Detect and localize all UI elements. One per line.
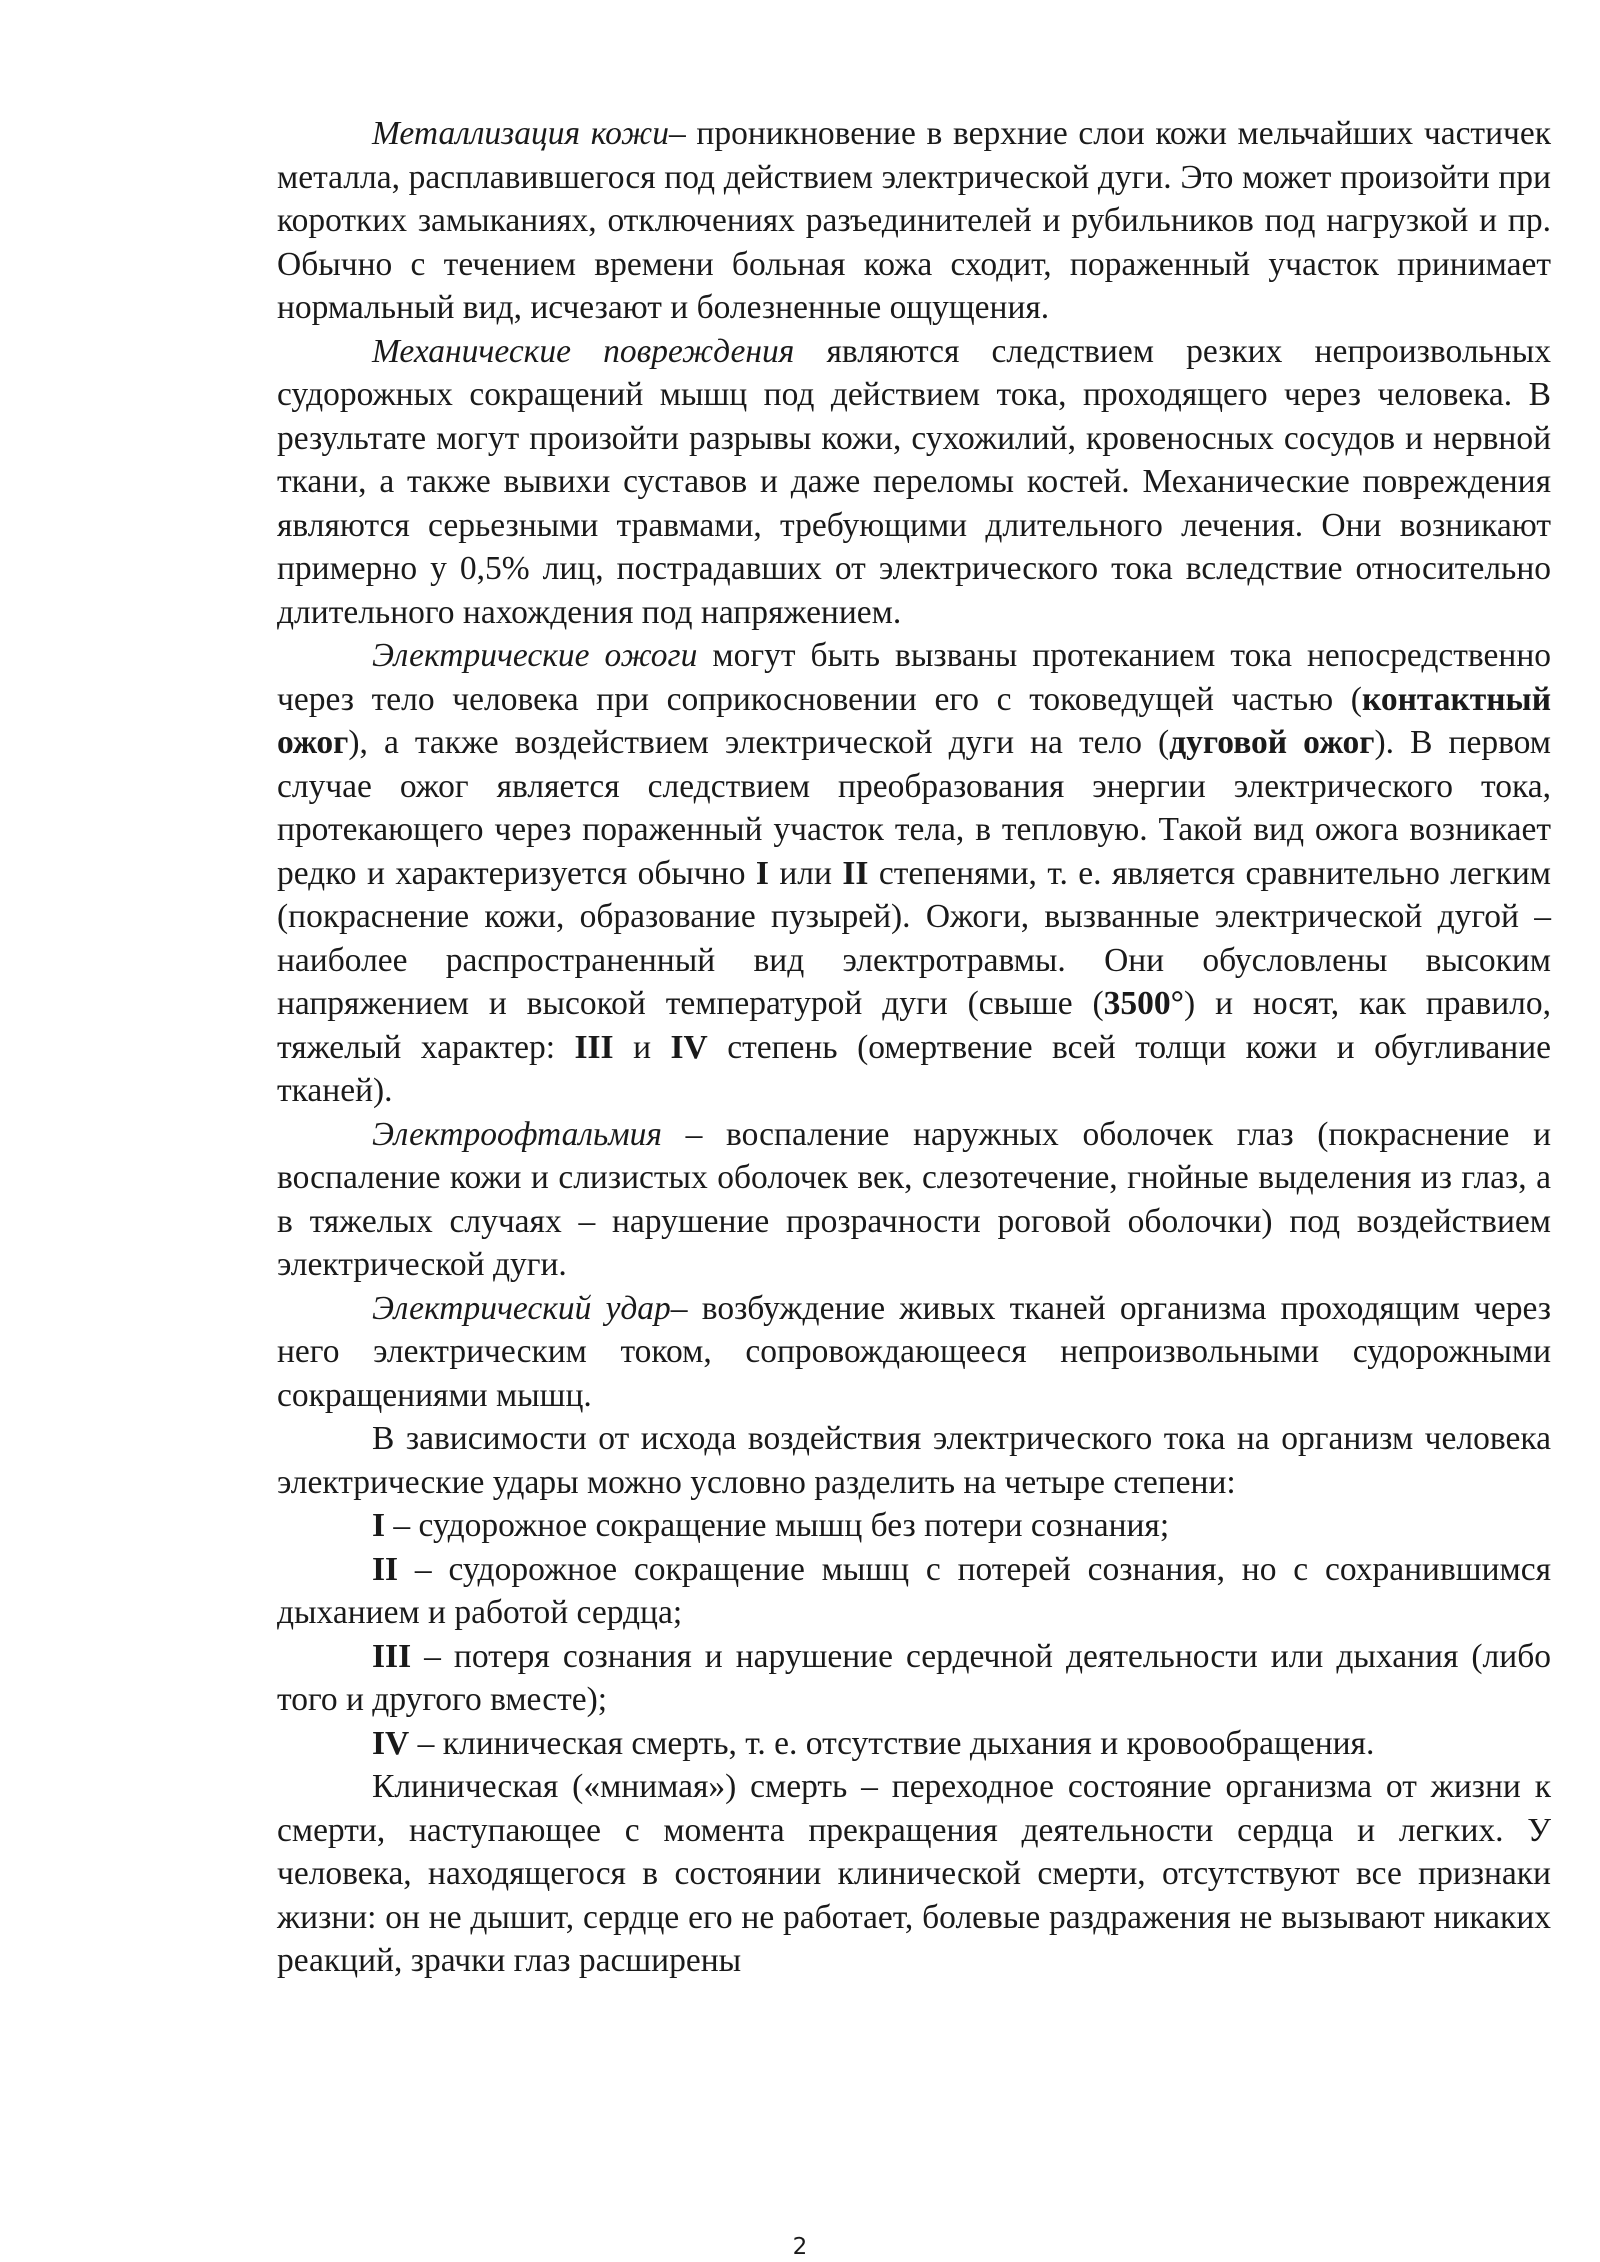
italic-term: Механические повреждения <box>372 332 795 370</box>
bold-term: I <box>372 1507 386 1544</box>
paragraph-electric-burns <box>277 634 1551 1113</box>
italic-term: Электрические ожоги <box>372 637 698 674</box>
document-body <box>277 112 1551 1983</box>
text-run: степенями, т. е. является сравнительно легким (покраснение кожи, образование пузырей). Ожоги, вызванные электрической дугой – наиболее распространенный вид электротравмы. Они обусловлены высоким напряжением и высокой температурой дуги (свыше ( <box>277 854 1552 1022</box>
text-run: – воспаление наружных оболочек глаз (покраснение и воспаление кожи и слизистых оболочек век, слезотечение, гнойные выделения из глаз, а в тяжелых случаях – нарушение прозрачности роговой оболочки) под воздействием электрической дуги. <box>277 1115 1551 1283</box>
paragraph-electroophthalmia <box>277 1113 1551 1287</box>
text-run: ), а также воздействием электрической дуги на тело ( <box>348 724 1170 761</box>
paragraph-degree-1 <box>277 1504 1551 1548</box>
text-run: – судорожное сокращение мышц с потерей сознания, но с сохранившимся дыханием и работой сердца; <box>277 1550 1551 1631</box>
italic-term: Металлизация кожи <box>372 115 669 152</box>
bold-term: I <box>755 854 769 892</box>
paragraph-mechanical-damage <box>277 330 1551 635</box>
text-run: – проникновение в верхние слои кожи мельчайших частичек металла, расплавившегося под действием электрической дуги. Это может произойти при коротких замыканиях, отключениях разъединителей и рубильников под нагрузкой и пр. Обычно с течением времени больная кожа сходит, пораженный участок принимает нормальный вид, исчезают и болезненные ощущения. <box>277 115 1551 326</box>
text-run: – клиническая смерть, т. е. отсутствие дыхания и кровообращения. <box>409 1724 1375 1762</box>
bold-term: II <box>372 1550 399 1588</box>
bold-term: IV <box>670 1028 708 1066</box>
paragraph-metallization <box>277 112 1551 330</box>
bold-term: дуговой ожог <box>1169 724 1375 761</box>
bold-term: 3500° <box>1103 985 1185 1022</box>
text-run: ). В первом случае ожог является следствием преобразования энергии электрического тока, протекающего через пораженный участок тела, в тепловую. Такой вид ожога возникает редко и характеризуется обычно <box>277 724 1551 892</box>
paragraph-degree-2 <box>277 1548 1551 1635</box>
text-run: – судорожное сокращение мышц без потери сознания; <box>385 1507 1170 1544</box>
bold-term: IV <box>372 1724 410 1762</box>
page-number: 2 <box>792 2234 808 2260</box>
text-run: ) и носят, как правило, тяжелый характер: <box>277 985 1552 1066</box>
paragraph-degree-4 <box>277 1722 1551 1766</box>
text-run: Клиническая («мнимая») смерть – переходное состояние организма от жизни к смерти, наступающее с момента прекращения деятельности сердца и легких. У человека, находящегося в состоянии клинической смерти, отсутствуют все признаки жизни: он не дышит, сердце его не работает, болевые раздражения не вызывают никаких реакций, зрачки глаз расширены <box>277 1768 1551 1979</box>
text-run: В зависимости от исхода воздействия электрического тока на организм человека электрические удары можно условно разделить на четыре степени: <box>277 1420 1551 1501</box>
text-run: – потеря сознания и нарушение сердечной деятельности или дыхания (либо того и другого вместе); <box>277 1637 1551 1718</box>
paragraph-clinical-death <box>277 1765 1551 1983</box>
paragraph-shock-degrees-intro <box>277 1417 1551 1504</box>
paragraph-degree-3 <box>277 1635 1551 1722</box>
italic-term: Электроофтальмия <box>372 1115 662 1153</box>
bold-term: III <box>372 1637 412 1675</box>
text-run: степень (омертвение всей толщи кожи и обугливание тканей). <box>277 1028 1552 1109</box>
text-run: могут быть вызваны протеканием тока непосредственно через тело человека при соприкосновении его с токоведущей частью ( <box>277 637 1551 718</box>
italic-term: Электрический удар <box>372 1289 671 1327</box>
text-run: и <box>613 1028 671 1066</box>
bold-term: III <box>574 1028 614 1066</box>
text-run: или <box>768 854 843 892</box>
bold-term: II <box>842 854 869 892</box>
text-run: являются следствием резких непроизвольных судорожных сокращений мышц под действием тока, проходящего через человека. В результате могут произойти разрывы кожи, сухожилий, кровеносных сосудов и нервной ткани, а также вывихи суставов и даже переломы костей. Механические повреждения являются серьезными травмами, требующими длительного лечения. Они возникают примерно у 0,5% лиц, пострадавших от электрического тока вследствие относительно длительного нахождения под напряжением. <box>277 332 1551 631</box>
text-run: – возбуждение живых тканей организма проходящим через него электрическим током, сопровождающееся непроизвольными судорожными сокращениями мышц. <box>277 1289 1551 1414</box>
bold-term: контактный ожог <box>277 680 1551 761</box>
paragraph-electric-shock <box>277 1287 1551 1418</box>
